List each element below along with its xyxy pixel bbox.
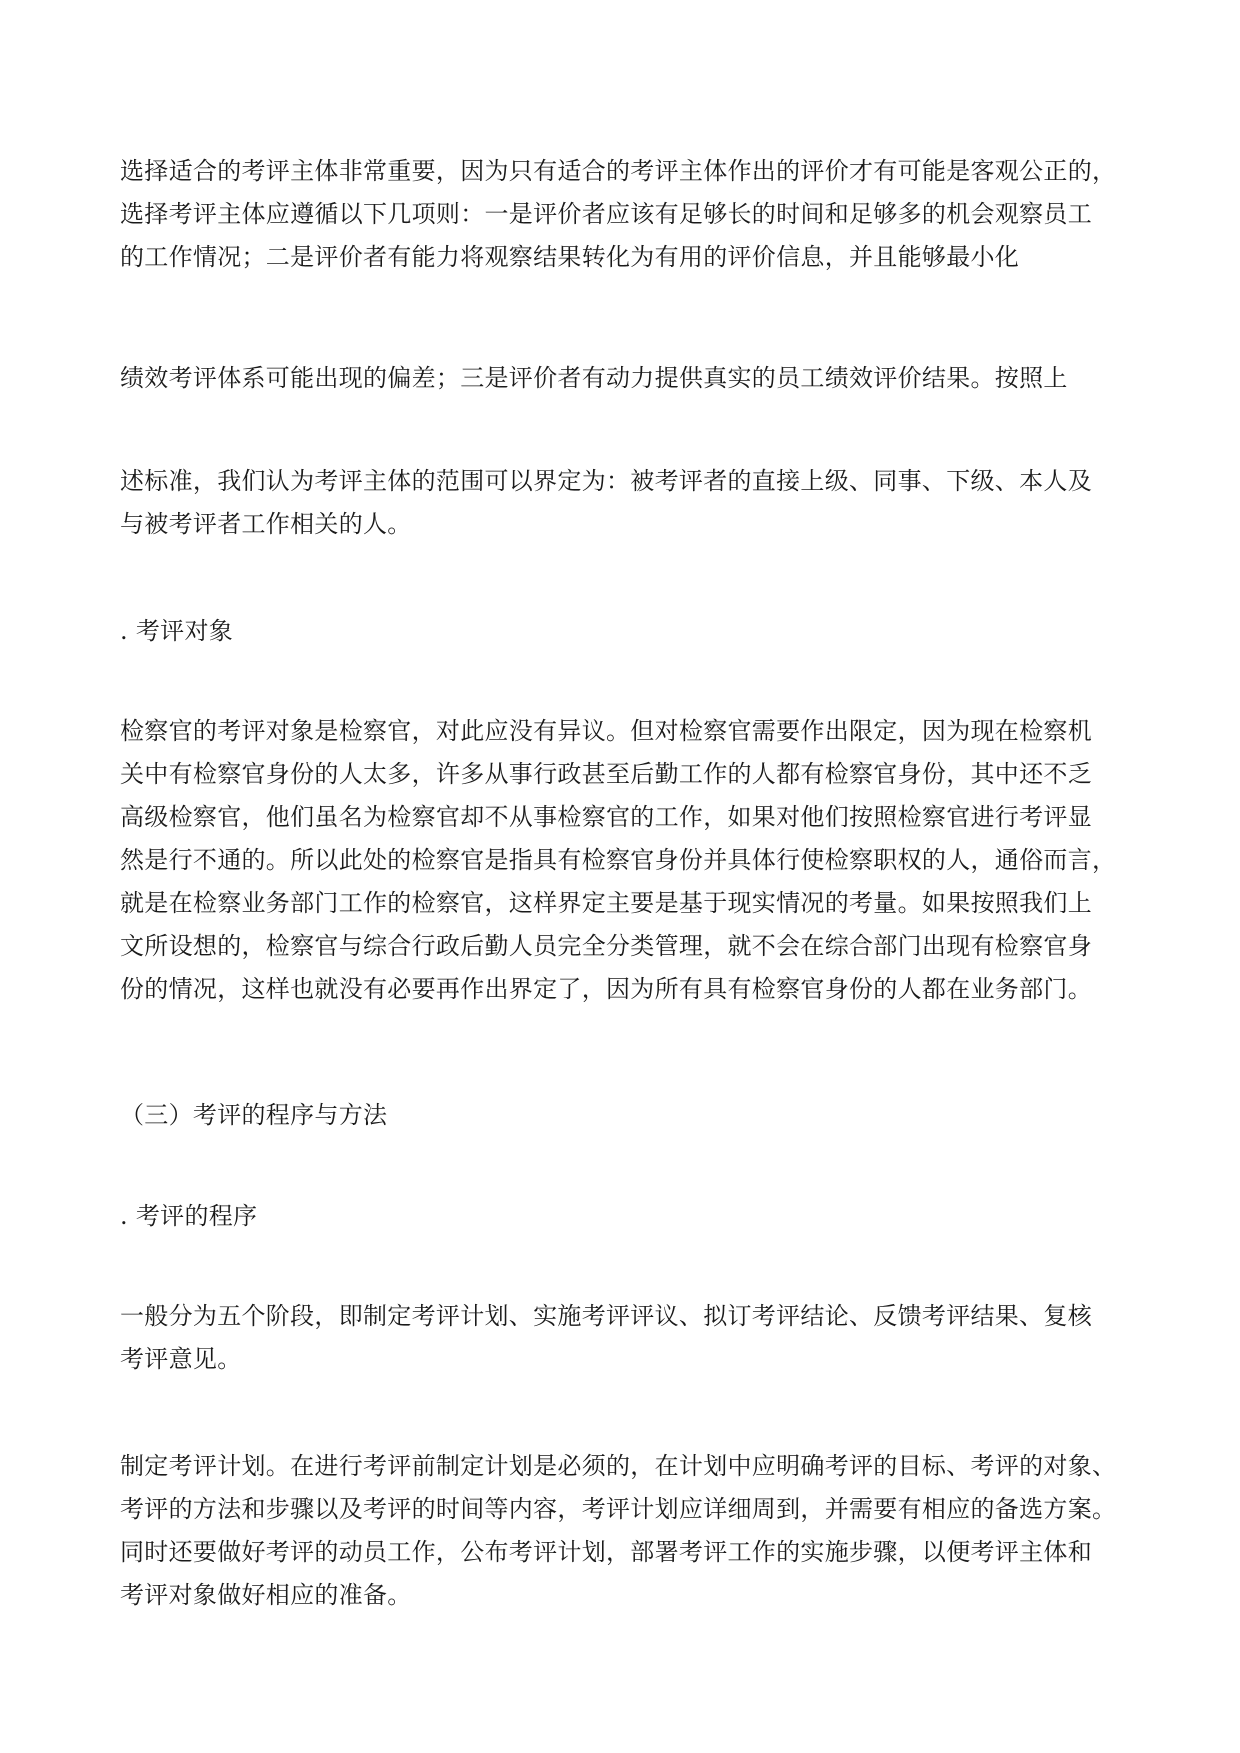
text-line: 然是行不通的。所以此处的检察官是指具有检察官身份并具体行使检察职权的人，通俗而言， <box>120 846 1117 874</box>
paragraph-evaluator-scope <box>120 460 1130 546</box>
text-line: . 考评的程序 <box>120 1202 258 1230</box>
text-line: 文所设想的，检察官与综合行政后勤人员完全分类管理，就不会在综合部门出现有检察官身 <box>120 932 1092 960</box>
text-line: 考评意见。 <box>120 1345 242 1373</box>
text-line: 的工作情况；二是评价者有能力将观察结果转化为有用的评价信息，并且能够最小化 <box>120 243 1020 271</box>
text-line: 考评对象做好相应的准备。 <box>120 1581 412 1609</box>
paragraph-evaluator-selection <box>120 150 1130 279</box>
text-line: 选择考评主体应遵循以下几项则：一是评价者应该有足够长的时间和足够多的机会观察员工 <box>120 200 1092 228</box>
text-line: 份的情况，这样也就没有必要再作出界定了，因为所有具有检察官身份的人都在业务部门。 <box>120 975 1092 1003</box>
text-line: . 考评对象 <box>120 617 234 645</box>
text-line: 同时还要做好考评的动员工作，公布考评计划，部署考评工作的实施步骤，以便考评主体和 <box>120 1538 1092 1566</box>
text-line: 选择适合的考评主体非常重要，因为只有适合的考评主体作出的评价才有可能是客观公正的， <box>120 157 1117 185</box>
heading-evaluation-object <box>120 610 1130 653</box>
text-line: 述标准，我们认为考评主体的范围可以界定为：被考评者的直接上级、同事、下级、本人及 <box>120 467 1092 495</box>
heading-procedure-and-method <box>120 1094 1130 1137</box>
paragraph-five-stages <box>120 1295 1130 1381</box>
text-line: 与被考评者工作相关的人。 <box>120 510 412 538</box>
heading-evaluation-procedure <box>120 1195 1130 1238</box>
text-line: 高级检察官，他们虽名为检察官却不从事检察官的工作，如果对他们按照检察官进行考评显 <box>120 803 1092 831</box>
text-line: 绩效考评体系可能出现的偏差；三是评价者有动力提供真实的员工绩效评价结果。按照上 <box>120 364 1068 392</box>
text-line: （三）考评的程序与方法 <box>120 1101 388 1129</box>
paragraph-evaluation-object <box>120 710 1130 1011</box>
paragraph-evaluation-plan <box>120 1445 1130 1617</box>
paragraph-evaluator-bias <box>120 357 1130 400</box>
text-line: 一般分为五个阶段，即制定考评计划、实施考评评议、拟订考评结论、反馈考评结果、复核 <box>120 1302 1092 1330</box>
text-line: 制定考评计划。在进行考评前制定计划是必须的，在计划中应明确考评的目标、考评的对象、 <box>120 1452 1117 1480</box>
text-line: 关中有检察官身份的人太多，许多从事行政甚至后勤工作的人都有检察官身份，其中还不乏 <box>120 760 1092 788</box>
text-line: 检察官的考评对象是检察官，对此应没有异议。但对检察官需要作出限定，因为现在检察机 <box>120 717 1092 745</box>
text-line: 就是在检察业务部门工作的检察官，这样界定主要是基于现实情况的考量。如果按照我们上 <box>120 889 1092 917</box>
text-line: 考评的方法和步骤以及考评的时间等内容，考评计划应详细周到，并需要有相应的备选方案。 <box>120 1495 1117 1523</box>
